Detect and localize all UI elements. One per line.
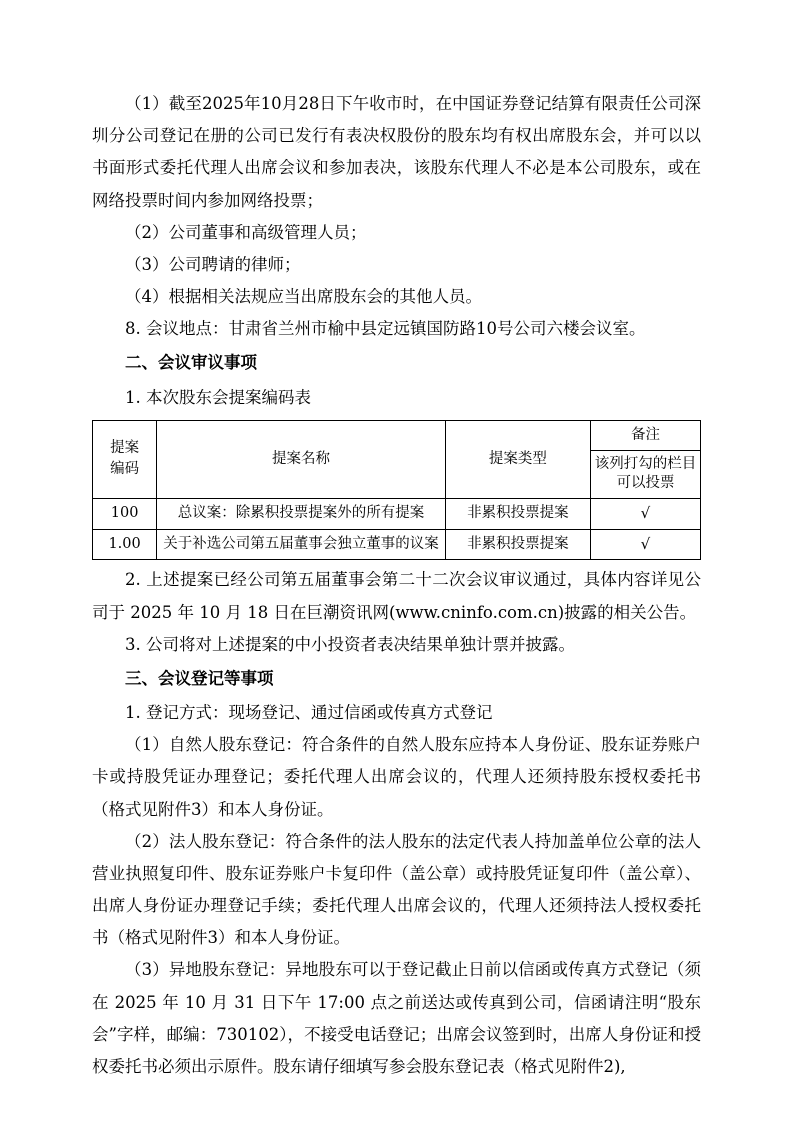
table-header-code-line1: 提案 [110, 440, 140, 457]
table-cell-note: √ [590, 529, 700, 560]
table-header-type: 提案类型 [445, 420, 590, 498]
table-cell-name: 关于补选公司第五届董事会独立董事的议案 [157, 529, 446, 560]
paragraph-other-persons: （4）根据相关法规应当出席股东会的其他人员。 [125, 287, 482, 307]
paragraph-meeting-venue: 8. 会议地点：甘肃省兰州市榆中县定远镇国防路10号公司六楼会议室。 [125, 319, 646, 339]
paragraph-proposal-code-table-title: 1. 本次股东会提案编码表 [125, 387, 311, 407]
heading-section-two: 二、会议审议事项 [125, 353, 257, 373]
paragraph-proposal-approved: 2. 上述提案已经公司第五届董事会第二十二次会议审议通过，具体内容详见公司于 2025 年 10 月 18 日在巨潮资讯网(www.cninfo.com.cn)披露的相关公告。 [92, 570, 701, 622]
table-cell-type: 非累积投票提案 [445, 498, 590, 529]
table-header-code [93, 420, 157, 498]
paragraph-remote-shareholder-registration: （3）异地股东登记：异地股东可以于登记截止日前以信函或传真方式登记（须在 2025 年 10 月 31 日下午 17:00 点之前送达或传真到公司，信函请注明“股东会”字样，邮编：730102），不接受电话登记；出席会议签到时，出席人身份证和授权委托书必须出示原件。股东请仔细填写参会股东登记表（格式见附件2), [92, 960, 701, 1076]
proposal-code-table-wrapper [92, 420, 701, 561]
document-body [92, 88, 701, 1083]
table-header-code-line2: 编码 [110, 461, 140, 478]
table-cell-code: 1.00 [93, 529, 157, 560]
table-cell-type: 非累积投票提案 [445, 529, 590, 560]
table-header-note: 备注 [590, 420, 700, 450]
paragraph-natural-person-registration: （1）自然人股东登记：符合条件的自然人股东应持本人身份证、股东证券账户卡或持股凭证办理登记；委托代理人出席会议的，代理人还须持股东授权委托书（格式见附件3）和本人身份证。 [92, 735, 701, 819]
table-cell-note: √ [590, 498, 700, 529]
table-row [93, 529, 701, 560]
paragraph-registration-method: 1. 登记方式：现场登记、通过信函或传真方式登记 [125, 703, 493, 723]
paragraph-lawyers: （3）公司聘请的律师； [125, 254, 301, 274]
heading-section-three: 三、会议登记等事项 [125, 668, 274, 688]
proposal-code-table [92, 420, 701, 561]
paragraph-legal-person-registration: （2）法人股东登记：符合条件的法人股东的法定代表人持加盖单位公章的法人营业执照复印件、股东证券账户卡复印件（盖公章）或持股凭证复印件（盖公章）、出席人身份证办理登记手续；委托代理人出席会议的，代理人还须持法人授权委托书（格式见附件3）和本人身份证。 [92, 831, 701, 948]
table-row [93, 498, 701, 529]
paragraph-small-investor-votes: 3. 公司将对上述提案的中小投资者表决结果单独计票并披露。 [125, 634, 575, 654]
table-header-name: 提案名称 [157, 420, 446, 498]
table-cell-name: 总议案：除累积投票提案外的所有提案 [157, 498, 446, 529]
table-header-note-description: 该列打勾的栏目可以投票 [590, 450, 700, 498]
paragraph-directors-senior-management: （2）公司董事和高级管理人员； [125, 222, 367, 242]
table-cell-code: 100 [93, 498, 157, 529]
table-header-row [93, 420, 701, 450]
paragraph-shareholder-eligibility: （1）截至2025年10月28日下午收市时，在中国证券登记结算有限责任公司深圳分公司登记在册的公司已发行有表决权股份的股东均有权出席股东会，并可以以书面形式委托代理人出席会议和参加表决，该股东代理人不必是本公司股东，或在网络投票时间内参加网络投票； [92, 94, 701, 210]
